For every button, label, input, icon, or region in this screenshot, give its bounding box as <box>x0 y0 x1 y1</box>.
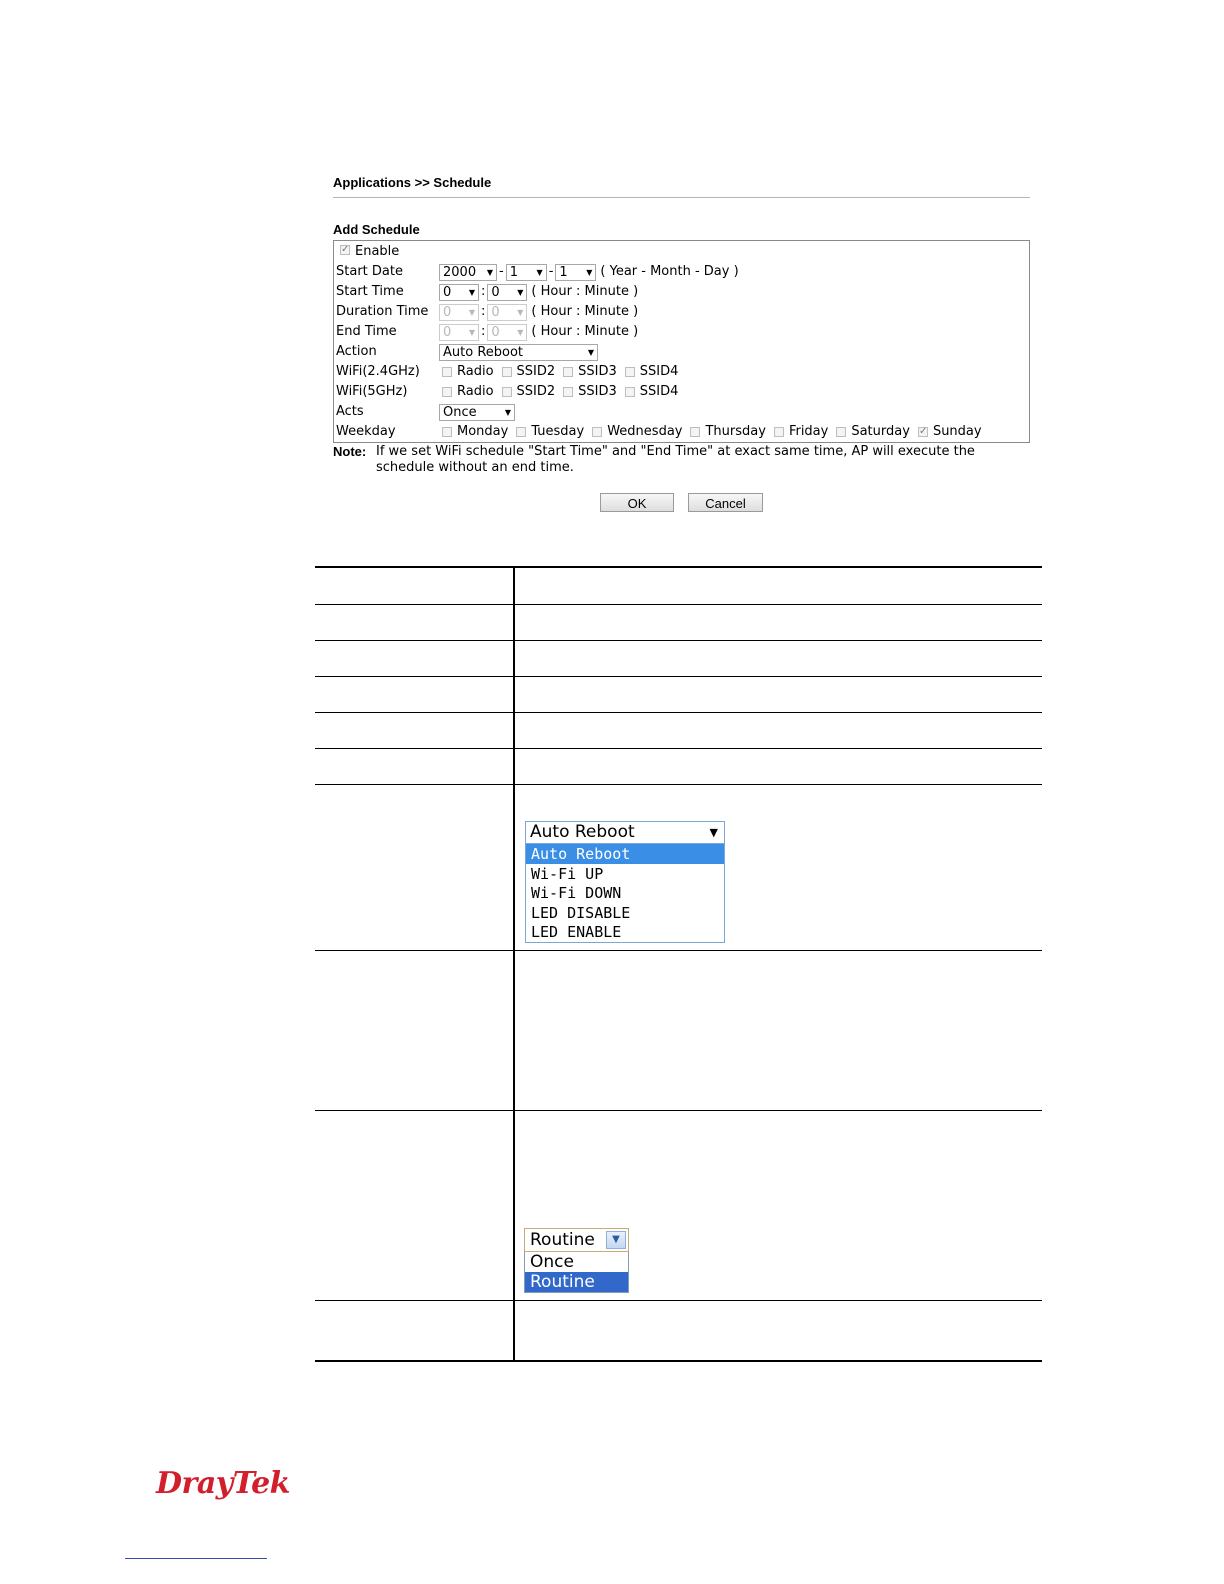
action-option[interactable]: Auto Reboot <box>526 844 724 864</box>
chevron-down-icon: ▼ <box>468 307 475 317</box>
description-table <box>315 566 1042 1362</box>
end-minute-select[interactable]: 0 ▼ <box>487 324 527 341</box>
acts-dropdown-header[interactable]: Routine ▼ <box>524 1228 629 1252</box>
start-day-select[interactable]: 1 ▼ <box>555 264 596 281</box>
chevron-down-icon: ▼ <box>504 407 511 417</box>
weekday-label: Weekday <box>336 424 396 439</box>
action-option[interactable]: Wi-Fi UP <box>531 864 604 883</box>
chevron-down-icon: ▼ <box>517 287 524 297</box>
table-rule <box>315 604 1042 605</box>
wifi5-ssid3-checkbox[interactable] <box>563 387 573 397</box>
monday-checkbox[interactable] <box>442 427 452 437</box>
table-rule <box>315 1360 1042 1362</box>
wednesday-checkbox[interactable] <box>592 427 602 437</box>
duration-hour-select[interactable]: 0 ▼ <box>439 304 479 321</box>
duration-time-hint: ( Hour : Minute ) <box>531 304 639 319</box>
wifi24-ssid2-checkbox[interactable] <box>502 367 512 377</box>
chevron-down-icon: ▼ <box>536 267 543 277</box>
sunday-checkbox[interactable] <box>918 427 928 437</box>
start-time-hint: ( Hour : Minute ) <box>531 284 639 299</box>
breadcrumb: Applications >> Schedule <box>333 175 492 190</box>
footer-divider <box>125 1558 267 1559</box>
wifi5-label: WiFi(5GHz) <box>336 384 408 399</box>
end-time-label: End Time <box>336 324 397 339</box>
wifi5-ssid2-checkbox[interactable] <box>502 387 512 397</box>
end-time-hint: ( Hour : Minute ) <box>531 324 639 339</box>
action-option[interactable]: LED DISABLE <box>531 903 631 922</box>
table-rule <box>315 950 1042 951</box>
wifi24-ssid3-checkbox[interactable] <box>563 367 573 377</box>
ok-button[interactable]: OK <box>600 493 674 512</box>
acts-dropdown-expanded[interactable] <box>524 1228 629 1293</box>
section-title: Add Schedule <box>333 222 420 237</box>
table-rule <box>315 640 1042 641</box>
wifi5-radio-checkbox[interactable] <box>442 387 452 397</box>
thursday-checkbox[interactable] <box>690 427 700 437</box>
start-year-select[interactable]: 2000 ▼ <box>439 264 497 281</box>
action-dropdown-list <box>525 844 725 943</box>
chevron-down-icon: ▼ <box>468 327 475 337</box>
table-rule <box>315 748 1042 749</box>
chevron-down-icon: ▼ <box>517 327 524 337</box>
acts-select[interactable]: Once ▼ <box>439 404 515 421</box>
wifi24-label: WiFi(2.4GHz) <box>336 364 420 379</box>
wifi24-ssid4-checkbox[interactable] <box>625 367 635 377</box>
acts-option[interactable]: Routine <box>525 1272 628 1292</box>
action-option[interactable]: LED ENABLE <box>531 923 622 942</box>
action-option[interactable]: Wi-Fi DOWN <box>531 884 622 903</box>
chevron-down-icon[interactable]: ▼ <box>606 1231 626 1249</box>
chevron-down-icon: ▼ <box>709 826 718 839</box>
enable-label: Enable <box>355 244 400 259</box>
table-rule <box>315 566 1042 568</box>
table-rule <box>315 1110 1042 1111</box>
wifi24-radio-checkbox[interactable] <box>442 367 452 377</box>
acts-dropdown-list <box>524 1252 629 1293</box>
friday-checkbox[interactable] <box>774 427 784 437</box>
start-date-hint: ( Year - Month - Day ) <box>600 264 739 279</box>
action-label: Action <box>336 344 377 359</box>
table-rule <box>315 784 1042 785</box>
table-rule <box>315 676 1042 677</box>
table-rule <box>315 712 1042 713</box>
chevron-down-icon: ▼ <box>468 287 475 297</box>
start-time-label: Start Time <box>336 284 404 299</box>
breadcrumb-divider <box>333 197 1030 198</box>
action-dropdown-expanded[interactable] <box>525 821 725 943</box>
chevron-down-icon: ▼ <box>486 267 493 277</box>
table-column-divider <box>513 566 515 1362</box>
end-hour-select[interactable]: 0 ▼ <box>439 324 479 341</box>
acts-label: Acts <box>336 404 364 419</box>
note-text: If we set WiFi schedule "Start Time" and "End Time" at exact same time, AP will execute the schedule without an end time. <box>376 444 975 475</box>
duration-time-label: Duration Time <box>336 304 429 319</box>
tuesday-checkbox[interactable] <box>516 427 526 437</box>
duration-minute-select[interactable]: 0 ▼ <box>487 304 527 321</box>
note-label: Note: <box>333 444 367 459</box>
table-rule <box>315 1300 1042 1301</box>
saturday-checkbox[interactable] <box>836 427 846 437</box>
wifi5-ssid4-checkbox[interactable] <box>625 387 635 397</box>
start-month-select[interactable]: 1 ▼ <box>506 264 547 281</box>
acts-option[interactable]: Once <box>530 1252 574 1272</box>
enable-checkbox[interactable] <box>340 245 350 255</box>
chevron-down-icon: ▼ <box>587 347 594 357</box>
start-minute-select[interactable]: 0 ▼ <box>487 284 527 301</box>
action-dropdown-header[interactable]: Auto Reboot ▼ <box>525 821 725 844</box>
start-date-label: Start Date <box>336 264 403 279</box>
cancel-button[interactable]: Cancel <box>688 493 763 512</box>
draytek-logo: DrayTek <box>156 1466 290 1501</box>
chevron-down-icon: ▼ <box>586 267 593 277</box>
action-select[interactable]: Auto Reboot ▼ <box>439 344 598 361</box>
start-hour-select[interactable]: 0 ▼ <box>439 284 479 301</box>
chevron-down-icon: ▼ <box>517 307 524 317</box>
